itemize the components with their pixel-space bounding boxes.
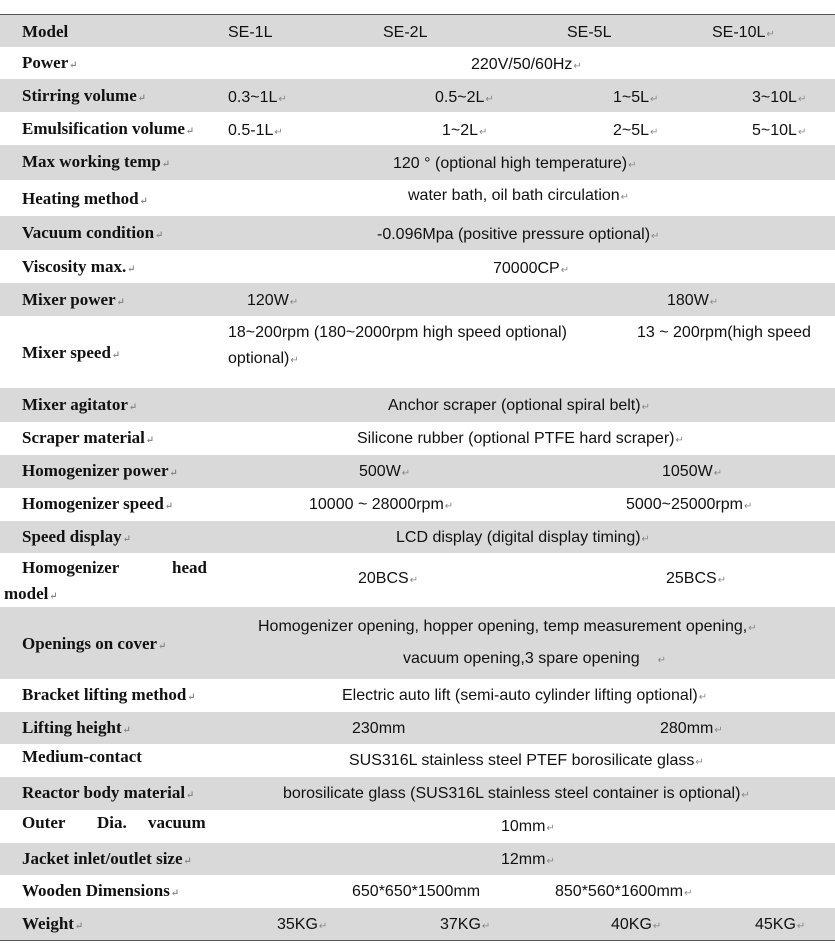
paragraph-mark-icon: ↵ bbox=[641, 402, 650, 413]
paragraph-mark-icon: ↵ bbox=[797, 94, 807, 105]
paragraph-mark-icon: ↵ bbox=[714, 725, 723, 736]
row-value: Homogenizer opening, hopper opening, temp measurement opening,↵ bbox=[258, 618, 757, 635]
row-label-line: head bbox=[172, 558, 207, 577]
table-row-heating-method bbox=[0, 180, 835, 216]
table-row-lifting-height bbox=[0, 712, 835, 744]
table-row-mixer-agitator bbox=[0, 388, 835, 422]
table-row-speed-display bbox=[0, 521, 835, 553]
table-row-scraper-material bbox=[0, 422, 835, 455]
table-row-medium-contact bbox=[0, 744, 835, 777]
paragraph-mark-icon: ↵ bbox=[652, 921, 662, 932]
row-value: SE-2L bbox=[383, 24, 428, 41]
paragraph-mark-icon: ↵ bbox=[122, 534, 132, 545]
paragraph-mark-icon: ↵ bbox=[155, 230, 164, 241]
row-value: optional)↵ bbox=[228, 350, 299, 367]
row-label: Homogenizer speed↵ bbox=[22, 494, 174, 513]
row-value: 37KG↵ bbox=[440, 916, 491, 933]
row-label: Power↵ bbox=[22, 53, 78, 72]
paragraph-mark-icon: ↵ bbox=[409, 575, 419, 586]
row-label: Reactor body material↵ bbox=[22, 783, 195, 802]
row-value: 40KG↵ bbox=[611, 916, 662, 933]
row-value: 120W↵ bbox=[247, 292, 299, 309]
paragraph-mark-icon: ↵ bbox=[620, 192, 630, 203]
table-row-homogenizer-speed bbox=[0, 488, 835, 521]
paragraph-mark-icon: ↵ bbox=[164, 501, 174, 512]
paragraph-mark-icon: ↵ bbox=[675, 435, 684, 446]
paragraph-mark-icon: ↵ bbox=[573, 61, 582, 72]
paragraph-mark-icon: ↵ bbox=[49, 591, 58, 602]
row-label: Wooden Dimensions↵ bbox=[22, 881, 180, 900]
paragraph-mark-icon: ↵ bbox=[289, 297, 299, 308]
paragraph-mark-icon: ↵ bbox=[278, 94, 287, 105]
paragraph-mark-icon: ↵ bbox=[797, 127, 807, 138]
table-row-viscosity-max bbox=[0, 250, 835, 283]
paragraph-mark-icon: ↵ bbox=[650, 127, 659, 138]
row-value: 650*650*1500mm bbox=[352, 883, 481, 900]
paragraph-mark-icon: ↵ bbox=[116, 297, 126, 308]
table-row-power bbox=[0, 46, 835, 79]
row-value: SE-10L↵ bbox=[712, 24, 775, 41]
row-value: 0.5-1L↵ bbox=[228, 122, 283, 139]
row-label-line: vacuum bbox=[148, 813, 206, 832]
row-value: 10000 ~ 28000rpm↵ bbox=[309, 496, 454, 513]
table-row-weight bbox=[0, 908, 835, 941]
row-value: -0.096Mpa (positive pressure optional)↵ bbox=[377, 226, 660, 243]
row-label-line: Dia. bbox=[97, 813, 127, 832]
row-value: 280mm↵ bbox=[660, 720, 723, 737]
paragraph-mark-icon: ↵ bbox=[161, 159, 171, 170]
row-value: 3~10L↵ bbox=[752, 89, 807, 106]
row-label: Mixer speed↵ bbox=[22, 343, 121, 362]
paragraph-mark-icon: ↵ bbox=[741, 790, 750, 801]
row-value: 500W↵ bbox=[359, 463, 411, 480]
row-value: 25BCS↵ bbox=[666, 570, 727, 587]
paragraph-mark-icon: ↵ bbox=[481, 921, 491, 932]
paragraph-mark-icon: ↵ bbox=[290, 355, 299, 366]
row-value: 230mm bbox=[352, 720, 406, 737]
row-label: Max working temp↵ bbox=[22, 152, 171, 171]
paragraph-mark-icon: ↵ bbox=[546, 823, 555, 834]
paragraph-mark-icon: ↵ bbox=[748, 623, 757, 634]
paragraph-mark-icon: ↵ bbox=[695, 757, 704, 768]
row-label: Scraper material↵ bbox=[22, 428, 155, 447]
paragraph-mark-icon: ↵ bbox=[628, 160, 637, 171]
row-value: Anchor scraper (optional spiral belt)↵ bbox=[388, 397, 650, 414]
table-row-mixer-speed bbox=[0, 316, 835, 388]
paragraph-mark-icon: ↵ bbox=[684, 888, 693, 899]
row-value: 0.5~2L↵ bbox=[435, 89, 494, 106]
row-value: 180W↵ bbox=[667, 292, 719, 309]
paragraph-mark-icon: ↵ bbox=[183, 856, 192, 867]
row-value: 5000~25000rpm↵ bbox=[626, 496, 753, 513]
paragraph-mark-icon: ↵ bbox=[318, 921, 328, 932]
table-row-max-working-temp bbox=[0, 145, 835, 180]
paragraph-mark-icon: ↵ bbox=[444, 501, 454, 512]
row-label: Emulsification volume↵ bbox=[22, 119, 195, 138]
paragraph-mark-icon: ↵ bbox=[650, 94, 659, 105]
paragraph-mark-icon: ↵ bbox=[546, 856, 555, 867]
paragraph-mark-icon: ↵ bbox=[698, 692, 708, 703]
paragraph-mark-icon: ↵ bbox=[709, 297, 719, 308]
table-row-reactor-body-material bbox=[0, 777, 835, 810]
row-label: Mixer power↵ bbox=[22, 290, 126, 309]
row-value: 20BCS↵ bbox=[358, 570, 419, 587]
row-label: Weight↵ bbox=[22, 914, 84, 933]
paragraph-mark-icon: ↵ bbox=[158, 641, 167, 652]
row-value: 10mm↵ bbox=[501, 818, 555, 835]
row-value: borosilicate glass (SUS316L stainless steel container is optional)↵ bbox=[283, 785, 750, 802]
row-value: 70000CP↵ bbox=[493, 260, 570, 277]
table-row-jacket-inlet-outlet-size bbox=[0, 843, 835, 875]
row-value: 18~200rpm (180~2000rpm high speed optional) bbox=[228, 324, 567, 341]
paragraph-mark-icon: ↵ bbox=[766, 29, 775, 40]
row-value: 1~5L↵ bbox=[613, 89, 659, 106]
row-label: Speed display↵ bbox=[22, 527, 132, 546]
row-value: 13 ~ 200rpm(high speed bbox=[637, 324, 811, 341]
paragraph-mark-icon: ↵ bbox=[796, 921, 806, 932]
row-label: Heating method↵ bbox=[22, 189, 149, 208]
row-label-line: Outer bbox=[22, 813, 66, 832]
paragraph-mark-icon: ↵ bbox=[127, 264, 136, 275]
paragraph-mark-icon: ↵ bbox=[69, 60, 78, 71]
table-row-homogenizer-head-model bbox=[0, 553, 835, 607]
row-value: SE-1L bbox=[228, 24, 273, 41]
table-row-emulsification-volume bbox=[0, 112, 835, 145]
table-row-stirring-volume bbox=[0, 79, 835, 112]
row-label: Jacket inlet/outlet size↵ bbox=[22, 849, 192, 868]
row-value: water bath, oil bath circulation↵ bbox=[408, 187, 630, 204]
row-label: Mixer agitator↵ bbox=[22, 395, 138, 414]
paragraph-mark-icon: ↵ bbox=[485, 94, 494, 105]
row-value: SUS316L stainless steel PTEF borosilicate glass↵ bbox=[349, 752, 704, 769]
row-label: Homogenizer power↵ bbox=[22, 461, 178, 480]
row-label: Model bbox=[22, 22, 69, 41]
paragraph-mark-icon: ↵ bbox=[128, 402, 138, 413]
row-value: SE-5L bbox=[567, 24, 612, 41]
row-label: Medium-contact bbox=[22, 747, 142, 766]
row-value: 2~5L↵ bbox=[613, 122, 659, 139]
table-row-homogenizer-power bbox=[0, 455, 835, 488]
paragraph-mark-icon: ↵ bbox=[137, 93, 147, 104]
row-value: vacuum opening,3 spare opening ↵ bbox=[403, 650, 667, 667]
paragraph-mark-icon: ↵ bbox=[401, 468, 411, 479]
paragraph-mark-icon: ↵ bbox=[560, 265, 570, 276]
row-value: Electric auto lift (semi-auto cylinder lifting optional)↵ bbox=[342, 687, 708, 704]
row-value: 850*560*1600mm↵ bbox=[555, 883, 693, 900]
paragraph-mark-icon: ↵ bbox=[170, 888, 180, 899]
row-value: LCD display (digital display timing)↵ bbox=[396, 529, 650, 546]
paragraph-mark-icon: ↵ bbox=[651, 231, 660, 242]
row-value: 1~2L↵ bbox=[442, 122, 488, 139]
row-value: 0.3~1L↵ bbox=[228, 89, 287, 106]
paragraph-mark-icon: ↵ bbox=[111, 350, 121, 361]
paragraph-mark-icon: ↵ bbox=[74, 921, 84, 932]
row-label: Vacuum condition↵ bbox=[22, 223, 164, 242]
row-value: 1050W↵ bbox=[662, 463, 723, 480]
row-value: 220V/50/60Hz↵ bbox=[471, 56, 582, 73]
row-value: 35KG↵ bbox=[277, 916, 328, 933]
table-row-openings-on-cover bbox=[0, 607, 835, 679]
table-row-wooden-dimensions bbox=[0, 875, 835, 908]
table-row-outer-dia-vacuum bbox=[0, 810, 835, 843]
row-label: Bracket lifting method↵ bbox=[22, 685, 196, 704]
paragraph-mark-icon: ↵ bbox=[657, 655, 667, 666]
row-label-line: Homogenizer bbox=[22, 558, 120, 577]
row-label: Openings on cover↵ bbox=[22, 634, 167, 653]
table-row-bracket-lifting-method bbox=[0, 679, 835, 712]
paragraph-mark-icon: ↵ bbox=[186, 790, 195, 801]
row-label-line: model↵ bbox=[4, 584, 58, 603]
paragraph-mark-icon: ↵ bbox=[169, 468, 178, 479]
row-label: Lifting height↵ bbox=[22, 718, 132, 737]
row-value: Silicone rubber (optional PTFE hard scraper)↵ bbox=[357, 430, 684, 447]
row-value: 45KG↵ bbox=[755, 916, 806, 933]
table-row-vacuum-condition bbox=[0, 216, 835, 250]
row-value: 5~10L↵ bbox=[752, 122, 807, 139]
paragraph-mark-icon: ↵ bbox=[122, 725, 132, 736]
paragraph-mark-icon: ↵ bbox=[274, 127, 283, 138]
row-label: Stirring volume↵ bbox=[22, 86, 147, 105]
paragraph-mark-icon: ↵ bbox=[479, 127, 488, 138]
row-label: Viscosity max.↵ bbox=[22, 257, 136, 276]
table-row-model bbox=[0, 14, 835, 47]
paragraph-mark-icon: ↵ bbox=[185, 126, 195, 137]
paragraph-mark-icon: ↵ bbox=[187, 692, 196, 703]
paragraph-mark-icon: ↵ bbox=[713, 468, 723, 479]
paragraph-mark-icon: ↵ bbox=[641, 534, 650, 545]
row-value: 120 ° (optional high temperature)↵ bbox=[393, 155, 637, 172]
row-value: 12mm↵ bbox=[501, 851, 555, 868]
table-row-mixer-power bbox=[0, 283, 835, 316]
paragraph-mark-icon: ↵ bbox=[717, 575, 727, 586]
paragraph-mark-icon: ↵ bbox=[139, 196, 149, 207]
paragraph-mark-icon: ↵ bbox=[743, 501, 753, 512]
paragraph-mark-icon: ↵ bbox=[145, 435, 155, 446]
